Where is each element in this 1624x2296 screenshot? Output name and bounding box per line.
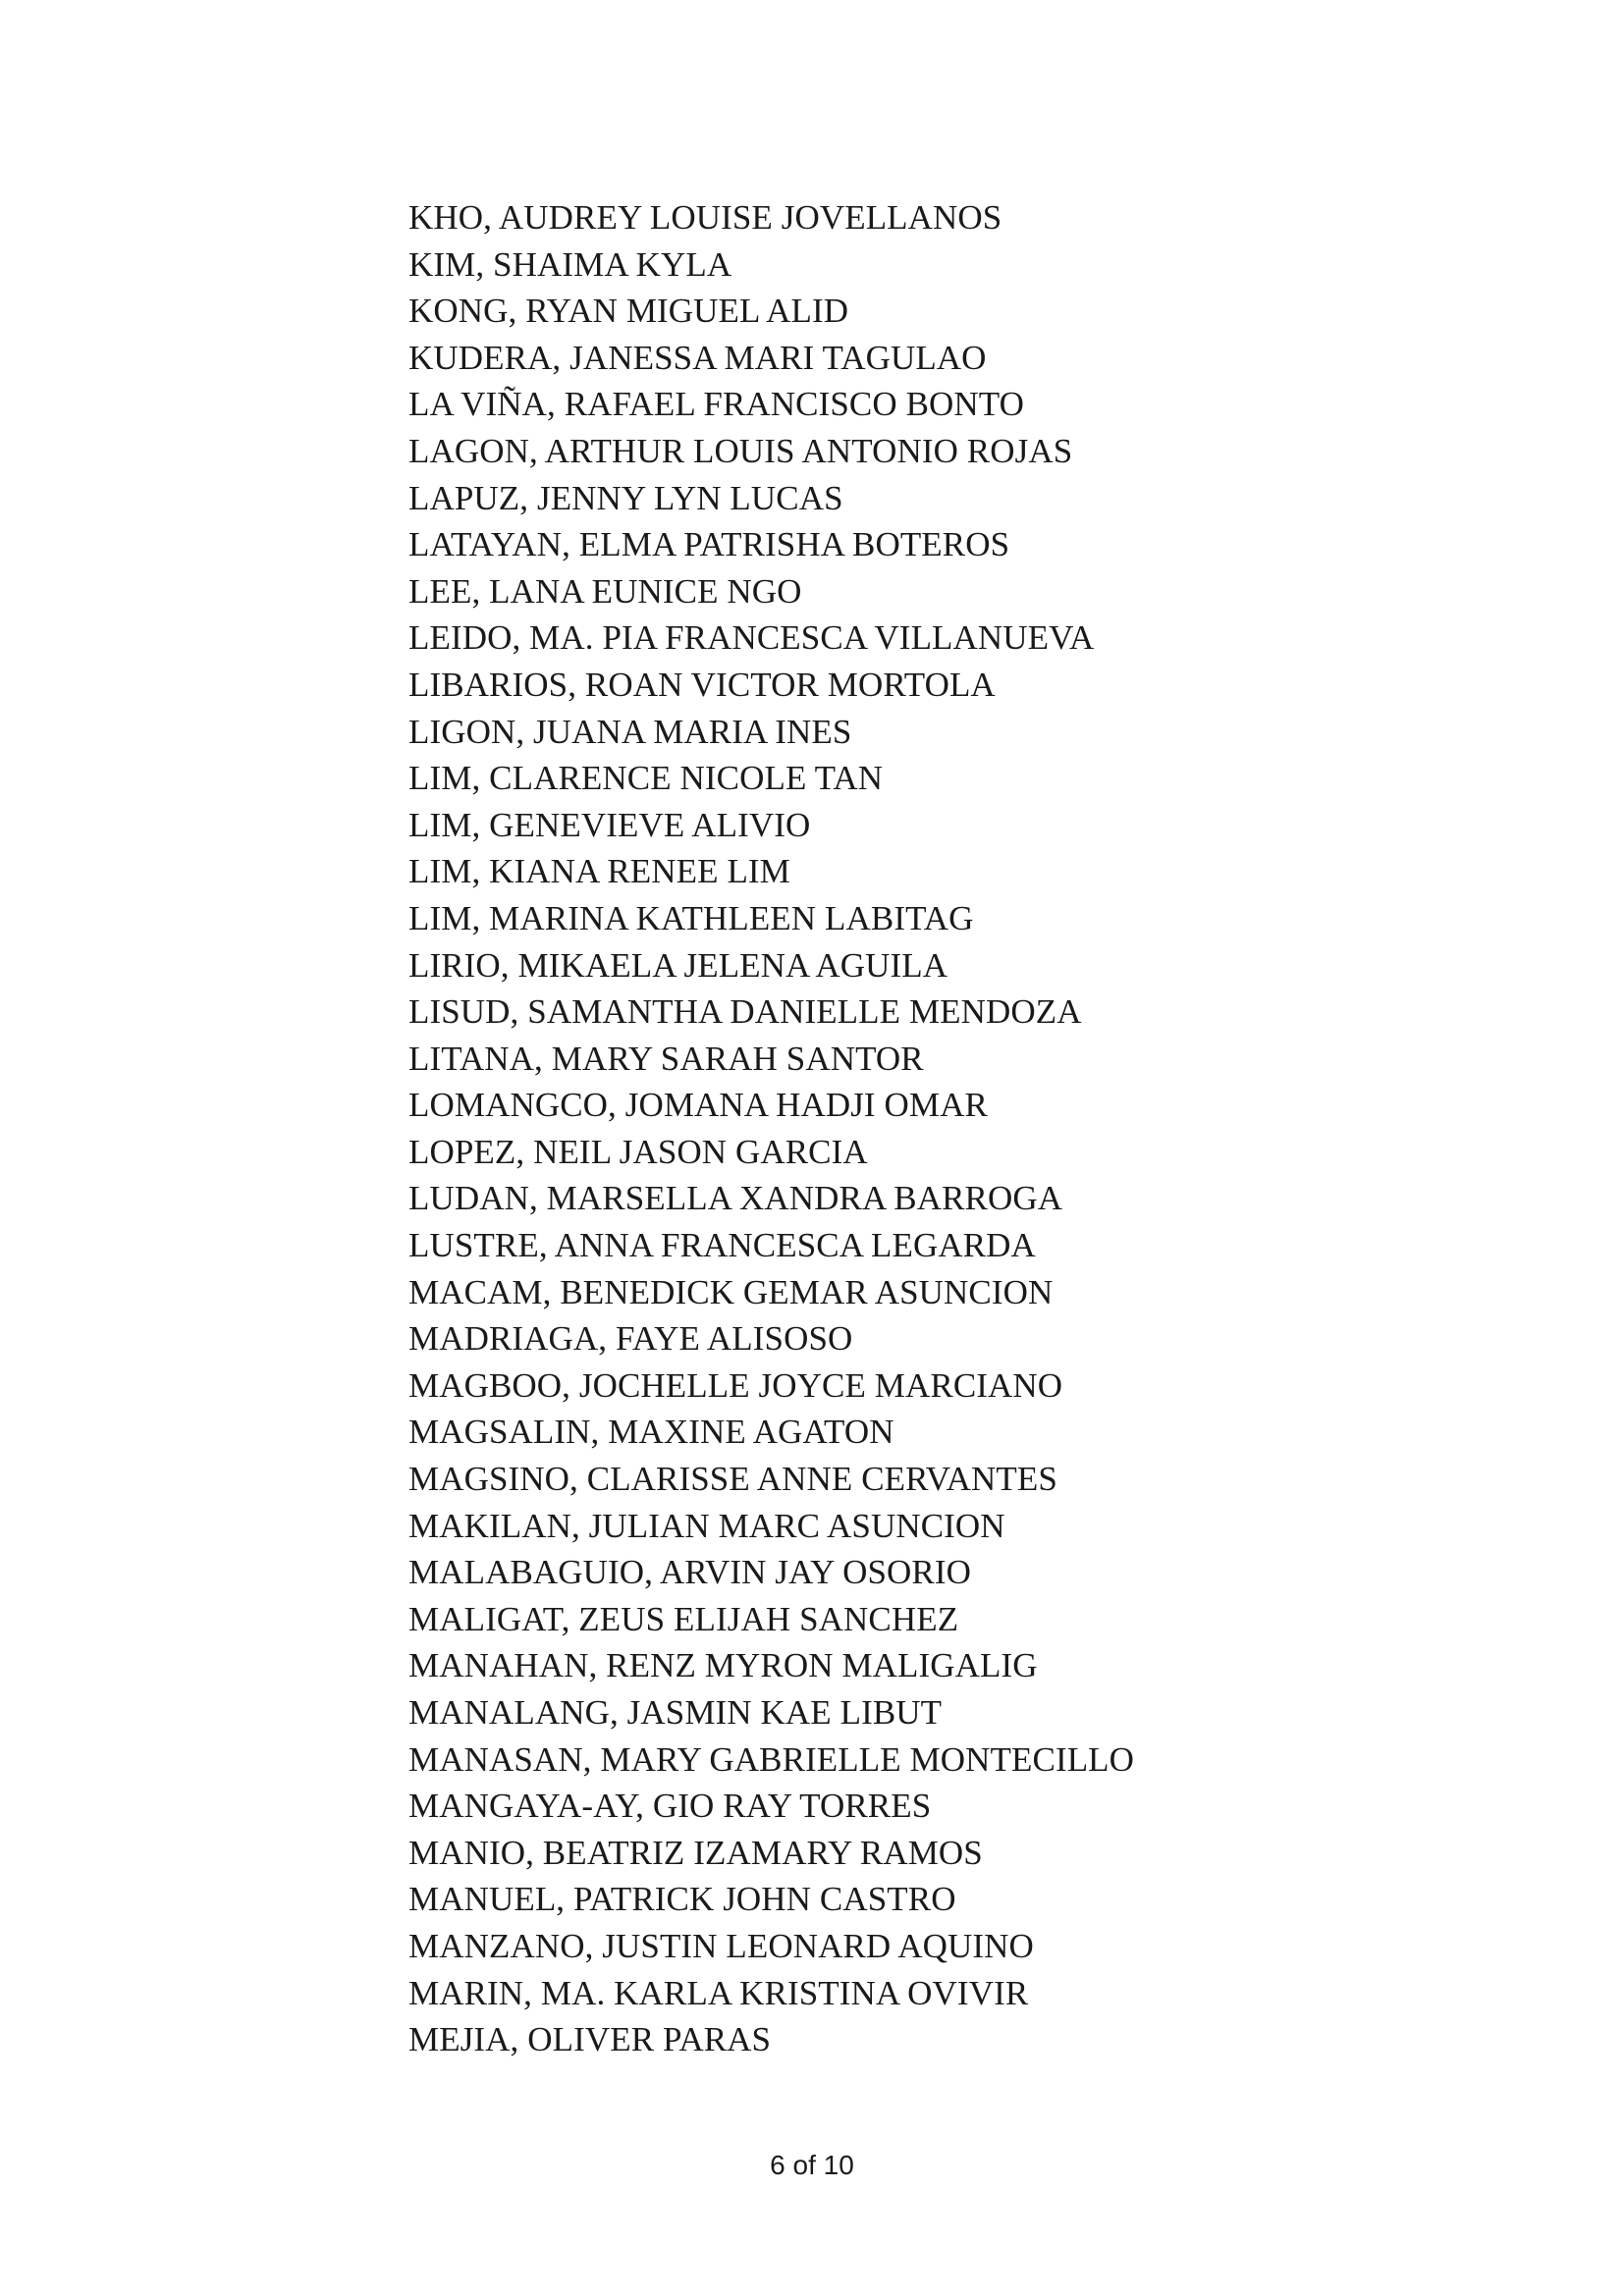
list-item: KHO, AUDREY LOUISE JOVELLANOS xyxy=(408,198,1002,237)
list-item: MANAHAN, RENZ MYRON MALIGALIG xyxy=(408,1646,1038,1685)
list-item: LAPUZ, JENNY LYN LUCAS xyxy=(408,478,843,517)
list-item: LITANA, MARY SARAH SANTOR xyxy=(408,1039,924,1078)
list-item: MADRIAGA, FAYE ALISOSO xyxy=(408,1319,853,1359)
list-item: LIRIO, MIKAELA JELENA AGUILA xyxy=(408,945,948,985)
list-item: LISUD, SAMANTHA DANIELLE MENDOZA xyxy=(408,992,1082,1032)
list-item: MANIO, BEATRIZ IZAMARY RAMOS xyxy=(408,1833,983,1872)
list-item: MEJIA, OLIVER PARAS xyxy=(408,2020,772,2059)
list-item: LOPEZ, NEIL JASON GARCIA xyxy=(408,1132,868,1171)
list-item: MANZANO, JUSTIN LEONARD AQUINO xyxy=(408,1926,1034,1965)
list-item: MAGSALIN, MAXINE AGATON xyxy=(408,1413,894,1452)
list-item: MALABAGUIO, ARVIN JAY OSORIO xyxy=(408,1553,972,1592)
list-item: MAGBOO, JOCHELLE JOYCE MARCIANO xyxy=(408,1365,1063,1405)
page-number: 6 of 10 xyxy=(770,2150,854,2180)
list-item: LIM, MARINA KATHLEEN LABITAG xyxy=(408,898,974,937)
list-item: LA VIÑA, RAFAEL FRANCISCO BONTO xyxy=(408,385,1025,424)
list-item: MANGAYA-AY, GIO RAY TORRES xyxy=(408,1787,932,1826)
list-item: LOMANGCO, JOMANA HADJI OMAR xyxy=(408,1086,988,1125)
list-item: LIM, GENEVIEVE ALIVIO xyxy=(408,805,811,844)
list-item: MANASAN, MARY GABRIELLE MONTECILLO xyxy=(408,1739,1135,1779)
list-item: LUDAN, MARSELLA XANDRA BARROGA xyxy=(408,1179,1063,1218)
list-item: LEE, LANA EUNICE NGO xyxy=(408,571,802,611)
list-item: LIM, CLARENCE NICOLE TAN xyxy=(408,759,884,798)
list-item: MAGSINO, CLARISSE ANNE CERVANTES xyxy=(408,1460,1057,1499)
list-item: LUSTRE, ANNA FRANCESCA LEGARDA xyxy=(408,1226,1036,1265)
list-item: MANALANG, JASMIN KAE LIBUT xyxy=(408,1693,943,1732)
list-item: MANUEL, PATRICK JOHN CASTRO xyxy=(408,1880,956,1919)
list-item: MARIN, MA. KARLA KRISTINA OVIVIR xyxy=(408,1973,1029,2012)
list-item: LAGON, ARTHUR LOUIS ANTONIO ROJAS xyxy=(408,431,1073,470)
list-item: MACAM, BENEDICK GEMAR ASUNCION xyxy=(408,1272,1054,1311)
list-item: LIBARIOS, ROAN VICTOR MORTOLA xyxy=(408,665,996,704)
list-item: MALIGAT, ZEUS ELIJAH SANCHEZ xyxy=(408,1599,959,1638)
list-item: MAKILAN, JULIAN MARC ASUNCION xyxy=(408,1506,1005,1545)
list-item: KIM, SHAIMA KYLA xyxy=(408,244,732,284)
list-item: LATAYAN, ELMA PATRISHA BOTEROS xyxy=(408,525,1010,564)
name-list xyxy=(408,194,1134,2063)
list-item: LIM, KIANA RENEE LIM xyxy=(408,852,790,891)
list-item: LIGON, JUANA MARIA INES xyxy=(408,712,852,751)
list-item: KONG, RYAN MIGUEL ALID xyxy=(408,292,849,331)
list-item: KUDERA, JANESSA MARI TAGULAO xyxy=(408,338,987,377)
list-item: LEIDO, MA. PIA FRANCESCA VILLANUEVA xyxy=(408,618,1095,658)
